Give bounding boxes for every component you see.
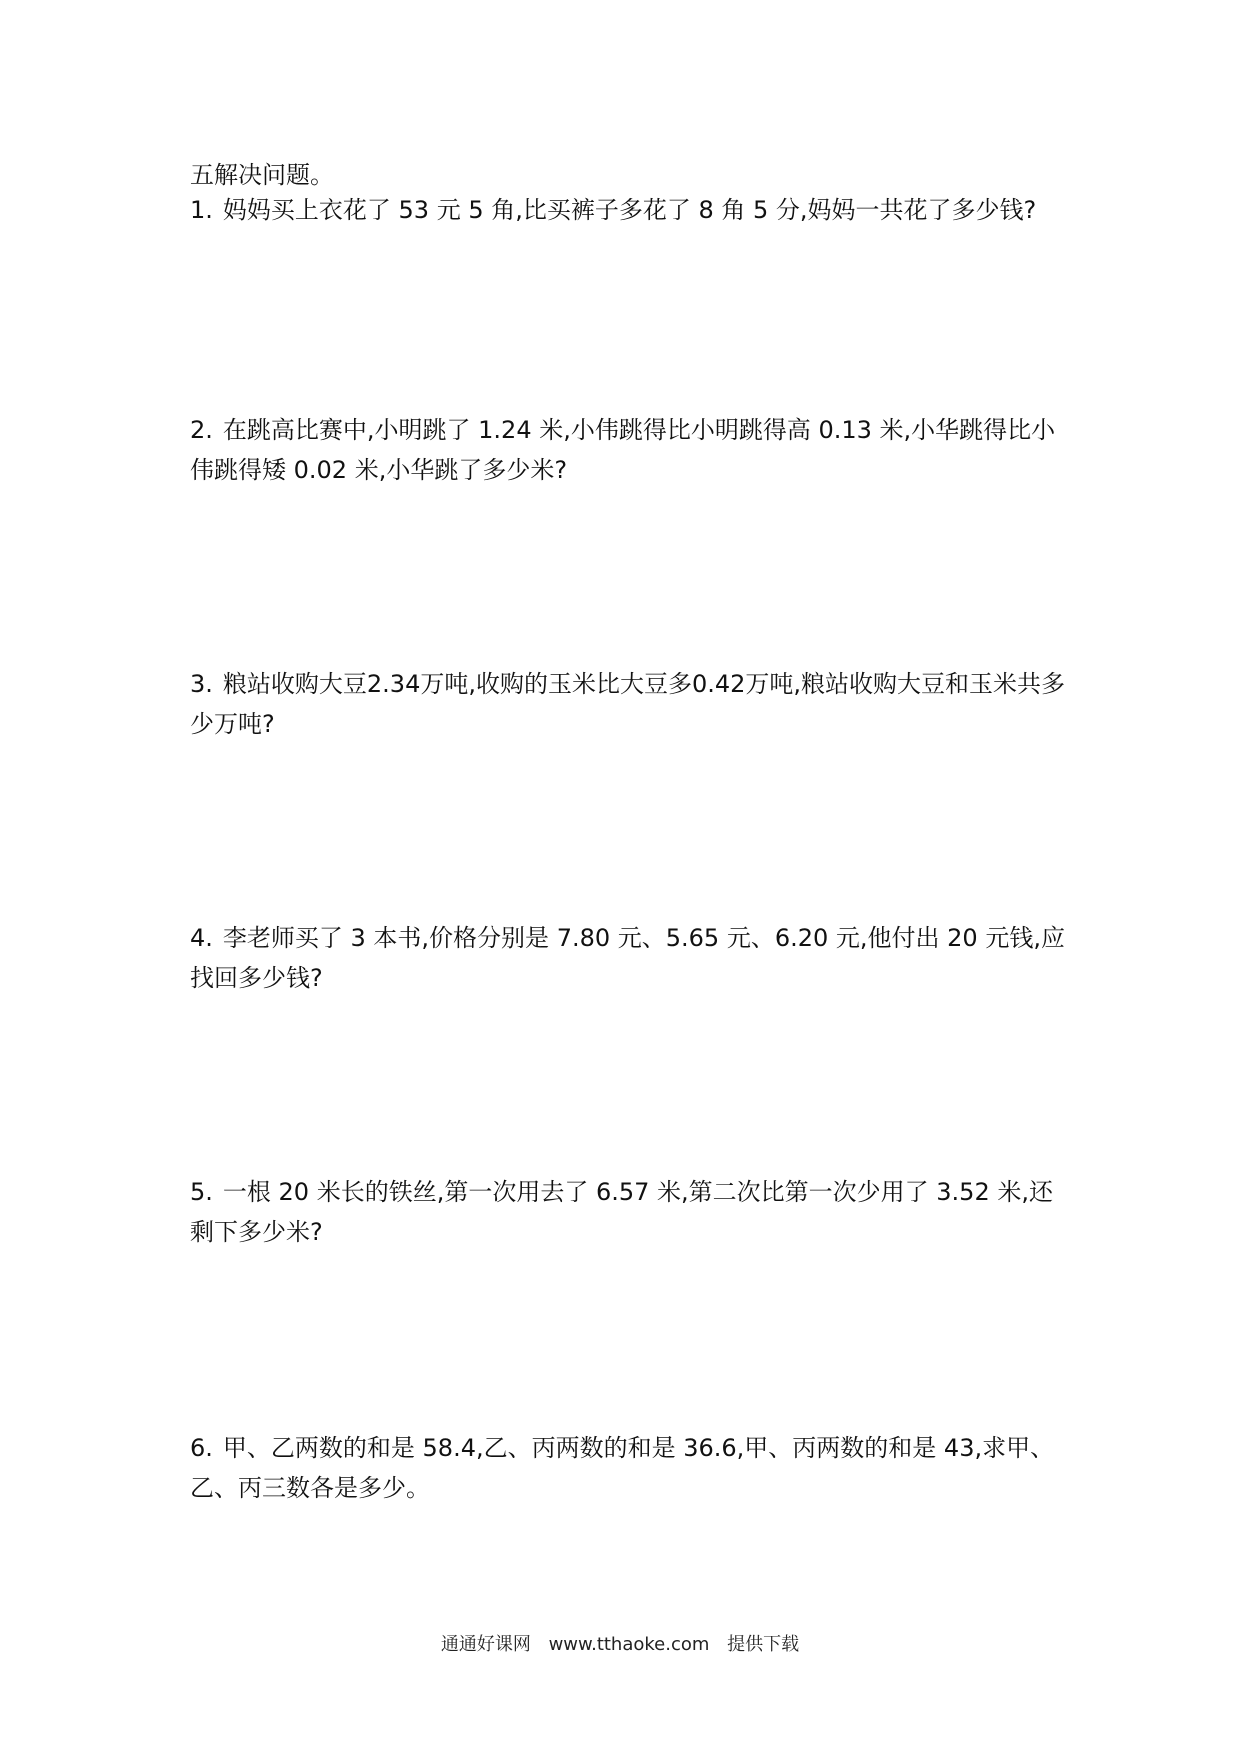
question-text: 妈妈买上衣花了 53 元 5 角,比买裤子多花了 8 角 5 分,妈妈一共花了多少钱? (222, 196, 1037, 224)
page-footer (0, 1632, 1240, 1658)
question-3 (190, 664, 1070, 744)
question-text: 甲、乙两数的和是 58.4,乙、丙两数的和是 36.6,甲、丙两数的和是 43,求甲、乙、丙三数各是多少。 (190, 1434, 1055, 1502)
question-text: 李老师买了 3 本书,价格分别是 7.80 元、5.65 元、6.20 元,他付出 20 元钱,应找回多少钱? (190, 924, 1065, 992)
footer-site-name: 通通好课网 (440, 1634, 531, 1655)
question-number: 4. (190, 924, 213, 952)
footer-url: www.tthaoke.com (548, 1634, 710, 1655)
question-text: 一根 20 米长的铁丝,第一次用去了 6.57 米,第二次比第一次少用了 3.52 米,还剩下多少米? (190, 1178, 1053, 1246)
section-title: 五解决问题。 (190, 161, 334, 189)
question-number: 1. (190, 196, 213, 224)
question-6 (190, 1428, 1070, 1508)
question-4 (190, 918, 1070, 998)
question-5 (190, 1172, 1070, 1252)
question-1 (190, 190, 1070, 230)
footer-suffix: 提供下载 (727, 1634, 800, 1655)
question-number: 2. (190, 416, 213, 444)
question-number: 5. (190, 1178, 213, 1206)
question-2 (190, 410, 1070, 490)
question-text: 在跳高比赛中,小明跳了 1.24 米,小伟跳得比小明跳得高 0.13 米,小华跳得比小伟跳得矮 0.02 米,小华跳了多少米? (190, 416, 1056, 484)
question-text: 粮站收购大豆2.34万吨,收购的玉米比大豆多0.42万吨,粮站收购大豆和玉米共多少万吨? (190, 670, 1066, 738)
question-number: 6. (190, 1434, 213, 1462)
question-number: 3. (190, 670, 213, 698)
